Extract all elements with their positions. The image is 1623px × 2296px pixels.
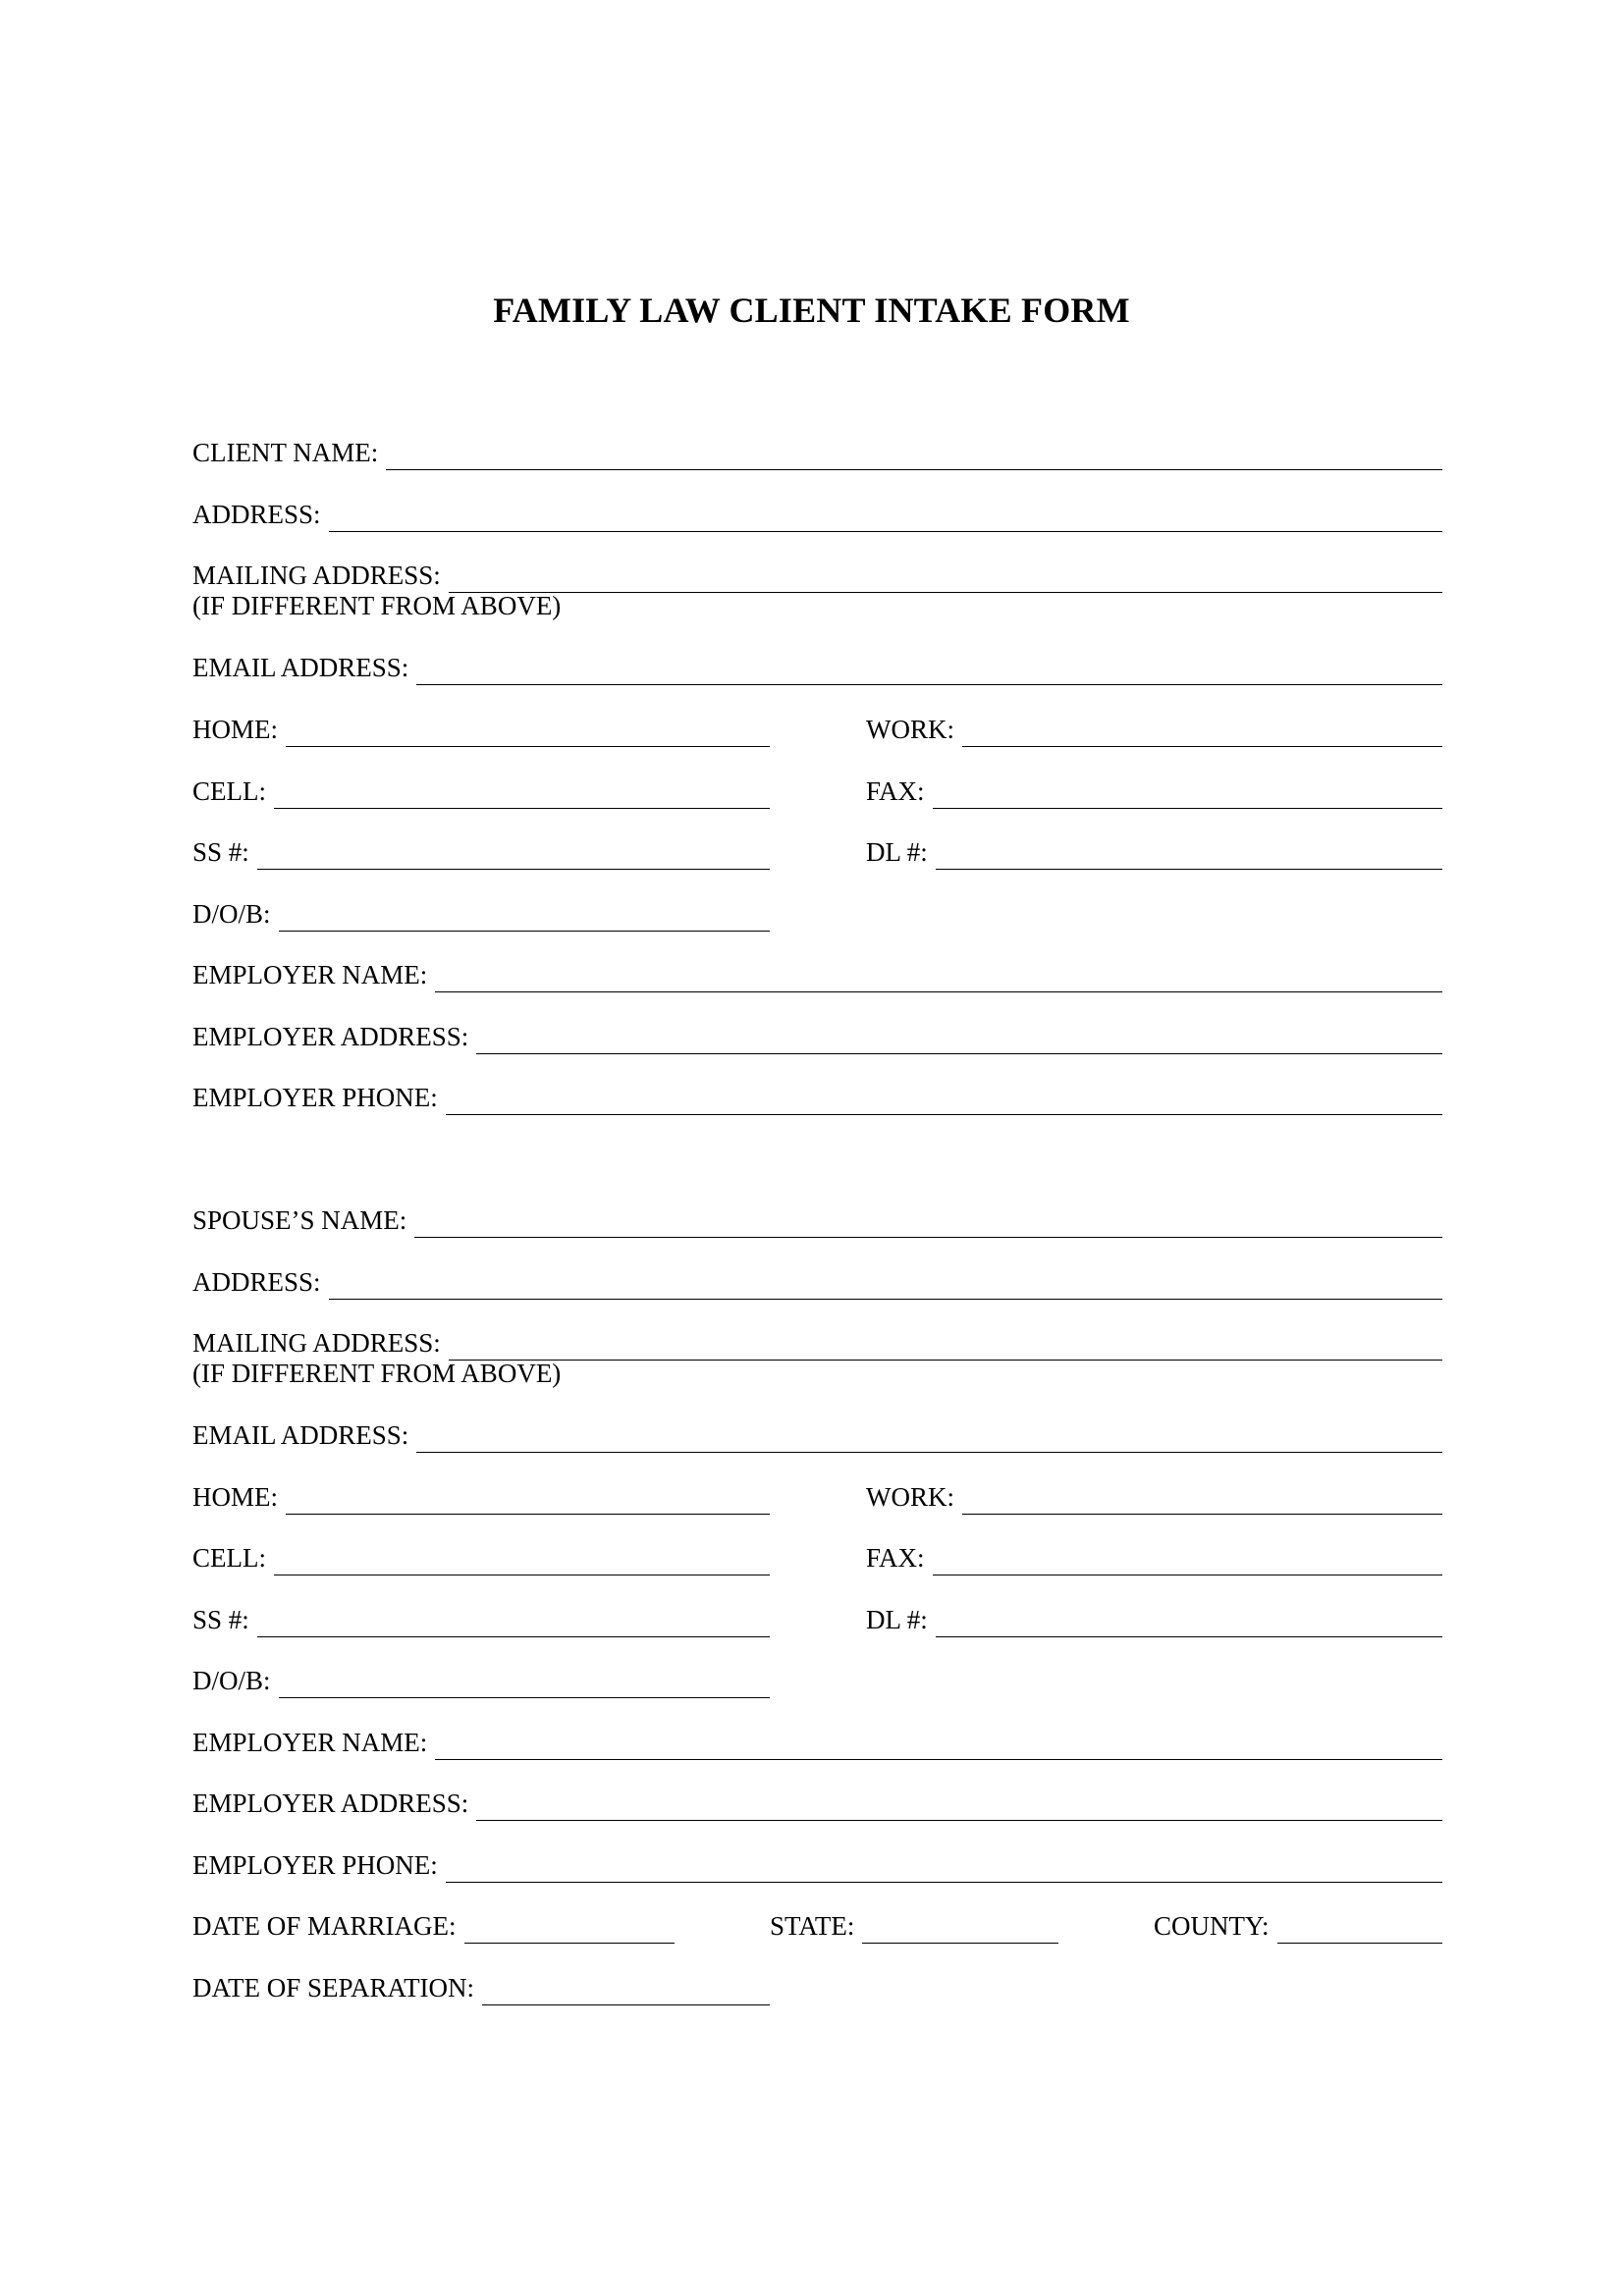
- client-home-blank[interactable]: [286, 724, 770, 747]
- client-name-label: CLIENT NAME:: [192, 438, 379, 467]
- date-of-separation-label: DATE OF SEPARATION:: [192, 1973, 475, 2002]
- client-name-blank[interactable]: [386, 448, 1442, 470]
- spouse-cell-blank[interactable]: [274, 1553, 770, 1575]
- spouse-work-label: WORK:: [866, 1482, 954, 1512]
- client-mailing-address-label: MAILING ADDRESS:: [192, 561, 441, 590]
- spouse-employer-phone-blank[interactable]: [446, 1860, 1442, 1883]
- spouse-address-label: ADDRESS:: [192, 1267, 321, 1297]
- marriage-county-field[interactable]: [1154, 1909, 1442, 1943]
- client-dob-label: D/O/B:: [192, 899, 271, 929]
- client-dl-label: DL #:: [866, 837, 928, 867]
- spouse-employer-address-label: EMPLOYER ADDRESS:: [192, 1789, 469, 1818]
- date-of-marriage-label: DATE OF MARRIAGE:: [192, 1911, 457, 1941]
- spouse-address-blank[interactable]: [329, 1277, 1442, 1300]
- spouse-employer-name-label: EMPLOYER NAME:: [192, 1728, 428, 1757]
- spouse-name-blank[interactable]: [414, 1215, 1442, 1238]
- client-employer-phone-label: EMPLOYER PHONE:: [192, 1083, 438, 1112]
- client-employer-address-blank[interactable]: [476, 1032, 1442, 1054]
- client-email-field[interactable]: [192, 651, 1442, 684]
- date-of-separation-field[interactable]: [192, 1971, 770, 2004]
- spouse-employer-address-blank[interactable]: [476, 1798, 1442, 1821]
- spouse-ss-blank[interactable]: [257, 1615, 770, 1637]
- client-work-blank[interactable]: [962, 724, 1442, 747]
- spouse-employer-phone-field[interactable]: [192, 1848, 1442, 1882]
- spouse-name-field[interactable]: [192, 1203, 1442, 1237]
- marriage-state-blank[interactable]: [862, 1921, 1058, 1944]
- spouse-dl-field[interactable]: [866, 1603, 1442, 1636]
- spouse-cell-label: CELL:: [192, 1543, 266, 1573]
- client-cell-blank[interactable]: [274, 786, 770, 809]
- client-employer-phone-field[interactable]: [192, 1081, 1442, 1114]
- spouse-cell-field[interactable]: [192, 1541, 770, 1575]
- spouse-fax-field[interactable]: [866, 1541, 1442, 1575]
- spouse-home-label: HOME:: [192, 1482, 278, 1512]
- client-employer-name-field[interactable]: [192, 958, 1442, 991]
- spouse-employer-name-blank[interactable]: [435, 1737, 1442, 1760]
- spouse-dob-field[interactable]: [192, 1664, 770, 1697]
- spouse-mailing-address-blank[interactable]: [449, 1338, 1442, 1361]
- spouse-work-blank[interactable]: [962, 1492, 1442, 1515]
- marriage-county-label: COUNTY:: [1154, 1911, 1270, 1941]
- client-address-label: ADDRESS:: [192, 500, 321, 529]
- client-dl-field[interactable]: [866, 835, 1442, 869]
- client-email-label: EMAIL ADDRESS:: [192, 653, 409, 682]
- client-address-field[interactable]: [192, 498, 1442, 531]
- client-fax-blank[interactable]: [933, 786, 1442, 809]
- client-cell-field[interactable]: [192, 774, 770, 808]
- date-of-marriage-field[interactable]: [192, 1909, 675, 1943]
- client-employer-address-field[interactable]: [192, 1020, 1442, 1053]
- spouse-mailing-address-label: MAILING ADDRESS:: [192, 1328, 441, 1358]
- marriage-state-field[interactable]: [770, 1909, 1058, 1943]
- spouse-dl-label: DL #:: [866, 1605, 928, 1634]
- spouse-fax-blank[interactable]: [933, 1553, 1442, 1575]
- spouse-dob-blank[interactable]: [279, 1676, 770, 1698]
- client-ss-field[interactable]: [192, 835, 770, 869]
- client-dob-blank[interactable]: [279, 909, 770, 932]
- spouse-fax-label: FAX:: [866, 1543, 925, 1573]
- client-mailing-address-field[interactable]: [192, 559, 1442, 592]
- client-mailing-address-blank[interactable]: [449, 570, 1442, 593]
- client-employer-phone-blank[interactable]: [446, 1093, 1442, 1115]
- spouse-email-field[interactable]: [192, 1418, 1442, 1452]
- client-employer-name-label: EMPLOYER NAME:: [192, 960, 428, 989]
- client-ss-label: SS #:: [192, 837, 249, 867]
- client-work-phone-field[interactable]: [866, 713, 1442, 746]
- form-title: FAMILY LAW CLIENT INTAKE FORM: [493, 291, 1130, 330]
- date-of-separation-blank[interactable]: [482, 1983, 770, 2005]
- client-address-blank[interactable]: [329, 509, 1442, 532]
- client-home-phone-field[interactable]: [192, 713, 770, 746]
- marriage-state-label: STATE:: [770, 1911, 855, 1941]
- spouse-ss-label: SS #:: [192, 1605, 249, 1634]
- client-dob-field[interactable]: [192, 897, 770, 931]
- spouse-employer-name-field[interactable]: [192, 1726, 1442, 1759]
- client-employer-name-blank[interactable]: [435, 970, 1442, 992]
- spouse-email-blank[interactable]: [416, 1430, 1442, 1453]
- spouse-ss-field[interactable]: [192, 1603, 770, 1636]
- spouse-work-phone-field[interactable]: [866, 1480, 1442, 1514]
- client-ss-blank[interactable]: [257, 847, 770, 870]
- spouse-dob-label: D/O/B:: [192, 1666, 271, 1695]
- spouse-name-label: SPOUSE’S NAME:: [192, 1205, 407, 1235]
- client-work-label: WORK:: [866, 715, 954, 744]
- date-of-marriage-blank[interactable]: [464, 1921, 675, 1944]
- spouse-email-label: EMAIL ADDRESS:: [192, 1420, 409, 1450]
- spouse-mailing-address-field[interactable]: [192, 1326, 1442, 1360]
- spouse-employer-address-field[interactable]: [192, 1787, 1442, 1820]
- spouse-home-blank[interactable]: [286, 1492, 770, 1515]
- client-cell-label: CELL:: [192, 776, 266, 806]
- spouse-home-phone-field[interactable]: [192, 1480, 770, 1514]
- spouse-employer-phone-label: EMPLOYER PHONE:: [192, 1850, 438, 1880]
- spouse-mailing-note: (IF DIFFERENT FROM ABOVE): [192, 1359, 562, 1388]
- spouse-dl-blank[interactable]: [936, 1615, 1442, 1637]
- client-employer-address-label: EMPLOYER ADDRESS:: [192, 1022, 469, 1051]
- client-dl-blank[interactable]: [936, 847, 1442, 870]
- client-email-blank[interactable]: [416, 663, 1442, 685]
- spouse-address-field[interactable]: [192, 1265, 1442, 1299]
- client-mailing-note: (IF DIFFERENT FROM ABOVE): [192, 591, 562, 620]
- client-fax-field[interactable]: [866, 774, 1442, 808]
- marriage-county-blank[interactable]: [1277, 1921, 1442, 1944]
- client-home-label: HOME:: [192, 715, 278, 744]
- client-fax-label: FAX:: [866, 776, 925, 806]
- client-name-field[interactable]: [192, 436, 1442, 469]
